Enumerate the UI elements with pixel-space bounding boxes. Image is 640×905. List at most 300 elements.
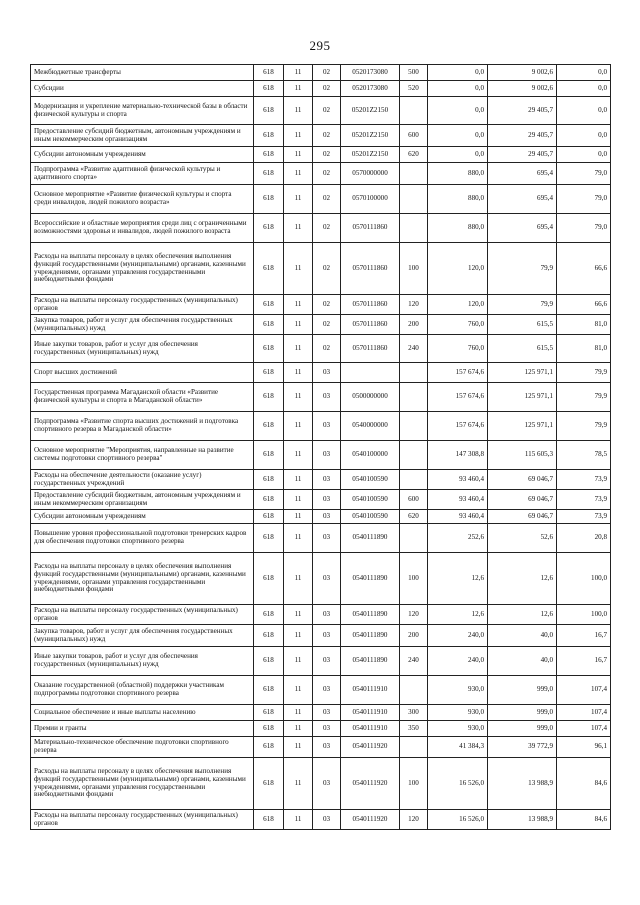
- table-row: [31, 605, 611, 625]
- target-article-cell: 0540111910: [341, 705, 400, 721]
- subsection-code-cell: 03: [313, 758, 341, 810]
- section-code-cell: 11: [284, 185, 313, 214]
- plan-amount-cell: 880,0: [428, 163, 488, 185]
- ved-code-cell: 618: [254, 553, 284, 605]
- percent-cell: 81,0: [557, 315, 611, 335]
- target-article-cell: 0520173080: [341, 65, 400, 81]
- percent-cell: 79,0: [557, 163, 611, 185]
- percent-cell: 84,6: [557, 758, 611, 810]
- ved-code-cell: 618: [254, 65, 284, 81]
- ved-code-cell: 618: [254, 214, 284, 243]
- plan-amount-cell: 760,0: [428, 315, 488, 335]
- table-row: [31, 647, 611, 676]
- percent-cell: 100,0: [557, 605, 611, 625]
- subsection-code-cell: 02: [313, 81, 341, 97]
- subsection-code-cell: 03: [313, 441, 341, 470]
- row-name-cell: Закупка товаров, работ и услуг для обеспечения государственных (муниципальных) нужд: [31, 315, 254, 335]
- ved-code-cell: 618: [254, 721, 284, 737]
- actual-amount-cell: 40,0: [488, 625, 557, 647]
- percent-cell: 16,7: [557, 647, 611, 676]
- row-name-cell: Основное мероприятие «Развитие физической культуры и спорта среди инвалидов, людей пожилого возраста»: [31, 185, 254, 214]
- actual-amount-cell: 999,0: [488, 676, 557, 705]
- expense-type-cell: 300: [400, 705, 428, 721]
- actual-amount-cell: 29 405,7: [488, 125, 557, 147]
- row-name-cell: Повышение уровня профессиональной подготовки тренерских кадров для обеспечения подготовки спортивного резерва: [31, 524, 254, 553]
- row-name-cell: Расходы на выплаты персоналу в целях обеспечения выполнения функций государственными (муниципальными) органами, казенными учреждениями, органами управления государственными внебюджетными фондами: [31, 553, 254, 605]
- ved-code-cell: 618: [254, 758, 284, 810]
- subsection-code-cell: 03: [313, 510, 341, 524]
- ved-code-cell: 618: [254, 147, 284, 163]
- table-row: [31, 363, 611, 383]
- percent-cell: 73,9: [557, 490, 611, 510]
- section-code-cell: 11: [284, 510, 313, 524]
- row-name-cell: Закупка товаров, работ и услуг для обеспечения государственных (муниципальных) нужд: [31, 625, 254, 647]
- expense-type-cell: [400, 185, 428, 214]
- table-row: [31, 758, 611, 810]
- section-code-cell: 11: [284, 412, 313, 441]
- row-name-cell: Социальное обеспечение и иные выплаты населению: [31, 705, 254, 721]
- expense-type-cell: [400, 97, 428, 125]
- subsection-code-cell: 02: [313, 295, 341, 315]
- actual-amount-cell: 695,4: [488, 163, 557, 185]
- ved-code-cell: 618: [254, 315, 284, 335]
- row-name-cell: Премии и гранты: [31, 721, 254, 737]
- subsection-code-cell: 03: [313, 524, 341, 553]
- expense-type-cell: 100: [400, 243, 428, 295]
- ved-code-cell: 618: [254, 441, 284, 470]
- row-name-cell: Расходы на выплаты персоналу в целях обеспечения выполнения функций государственными (муниципальными) органами, казенными учреждениями, органами управления государственными внебюджетными фондами: [31, 758, 254, 810]
- row-name-cell: Субсидии автономным учреждениям: [31, 510, 254, 524]
- plan-amount-cell: 41 384,3: [428, 737, 488, 758]
- expense-type-cell: 240: [400, 647, 428, 676]
- percent-cell: 100,0: [557, 553, 611, 605]
- target-article-cell: 0540111910: [341, 721, 400, 737]
- expense-type-cell: 600: [400, 125, 428, 147]
- row-name-cell: Субсидии: [31, 81, 254, 97]
- section-code-cell: 11: [284, 147, 313, 163]
- target-article-cell: 0540111890: [341, 553, 400, 605]
- actual-amount-cell: 69 046,7: [488, 470, 557, 490]
- subsection-code-cell: 02: [313, 125, 341, 147]
- subsection-code-cell: 02: [313, 185, 341, 214]
- section-code-cell: 11: [284, 470, 313, 490]
- expense-type-cell: 120: [400, 605, 428, 625]
- actual-amount-cell: 13 988,9: [488, 758, 557, 810]
- plan-amount-cell: 93 460,4: [428, 510, 488, 524]
- target-article-cell: 0540000000: [341, 412, 400, 441]
- table-row: [31, 470, 611, 490]
- ved-code-cell: 618: [254, 412, 284, 441]
- ved-code-cell: 618: [254, 125, 284, 147]
- target-article-cell: 0570100000: [341, 185, 400, 214]
- expense-type-cell: 350: [400, 721, 428, 737]
- percent-cell: 96,1: [557, 737, 611, 758]
- page-number: 295: [309, 38, 331, 53]
- percent-cell: 84,6: [557, 810, 611, 830]
- table-row: [31, 737, 611, 758]
- table-row: [31, 625, 611, 647]
- ved-code-cell: 618: [254, 810, 284, 830]
- target-article-cell: 0570000000: [341, 163, 400, 185]
- row-name-cell: Государственная программа Магаданской области «Развитие физической культуры и спорта в Магаданской области»: [31, 383, 254, 412]
- plan-amount-cell: 157 674,6: [428, 383, 488, 412]
- percent-cell: 79,0: [557, 214, 611, 243]
- target-article-cell: 0570111860: [341, 335, 400, 363]
- plan-amount-cell: 880,0: [428, 214, 488, 243]
- section-code-cell: 11: [284, 315, 313, 335]
- subsection-code-cell: 03: [313, 383, 341, 412]
- section-code-cell: 11: [284, 65, 313, 81]
- section-code-cell: 11: [284, 97, 313, 125]
- section-code-cell: 11: [284, 383, 313, 412]
- actual-amount-cell: 999,0: [488, 721, 557, 737]
- table-row: [31, 810, 611, 830]
- row-name-cell: Спорт высших достижений: [31, 363, 254, 383]
- plan-amount-cell: 0,0: [428, 65, 488, 81]
- section-code-cell: 11: [284, 553, 313, 605]
- target-article-cell: 0540100590: [341, 510, 400, 524]
- expense-type-cell: [400, 214, 428, 243]
- expense-type-cell: 520: [400, 81, 428, 97]
- actual-amount-cell: 12,6: [488, 605, 557, 625]
- plan-amount-cell: 16 526,0: [428, 758, 488, 810]
- actual-amount-cell: 9 002,6: [488, 81, 557, 97]
- row-name-cell: Основное мероприятие "Мероприятия, направленные на развитие системы подготовки спортивного резерва": [31, 441, 254, 470]
- table-row: [31, 705, 611, 721]
- table-row: [31, 553, 611, 605]
- budget-table: [30, 64, 611, 830]
- row-name-cell: Предоставление субсидий бюджетным, автономным учреждениям и иным некоммерческим организациям: [31, 125, 254, 147]
- section-code-cell: 11: [284, 524, 313, 553]
- target-article-cell: 05201Z2150: [341, 125, 400, 147]
- target-article-cell: 0540111920: [341, 758, 400, 810]
- subsection-code-cell: 03: [313, 647, 341, 676]
- expense-type-cell: 100: [400, 553, 428, 605]
- table-row: [31, 510, 611, 524]
- table-row: [31, 81, 611, 97]
- table-row: [31, 676, 611, 705]
- target-article-cell: 0540111920: [341, 737, 400, 758]
- row-name-cell: Иные закупки товаров, работ и услуг для обеспечения государственных (муниципальных) нужд: [31, 335, 254, 363]
- plan-amount-cell: 157 674,6: [428, 363, 488, 383]
- section-code-cell: 11: [284, 81, 313, 97]
- actual-amount-cell: 615,5: [488, 335, 557, 363]
- row-name-cell: Расходы на выплаты персоналу государственных (муниципальных) органов: [31, 295, 254, 315]
- target-article-cell: 0540111890: [341, 524, 400, 553]
- row-name-cell: Материально-техническое обеспечение подготовки спортивного резерва: [31, 737, 254, 758]
- actual-amount-cell: 615,5: [488, 315, 557, 335]
- plan-amount-cell: 760,0: [428, 335, 488, 363]
- actual-amount-cell: 125 971,1: [488, 383, 557, 412]
- percent-cell: 81,0: [557, 335, 611, 363]
- plan-amount-cell: 930,0: [428, 676, 488, 705]
- expense-type-cell: [400, 363, 428, 383]
- expense-type-cell: 620: [400, 147, 428, 163]
- section-code-cell: 11: [284, 737, 313, 758]
- ved-code-cell: 618: [254, 625, 284, 647]
- section-code-cell: 11: [284, 605, 313, 625]
- section-code-cell: 11: [284, 125, 313, 147]
- plan-amount-cell: 120,0: [428, 243, 488, 295]
- table-row: [31, 125, 611, 147]
- row-name-cell: Расходы на обеспечение деятельности (оказание услуг) государственных учреждений: [31, 470, 254, 490]
- table-row: [31, 65, 611, 81]
- subsection-code-cell: 02: [313, 163, 341, 185]
- ved-code-cell: 618: [254, 605, 284, 625]
- section-code-cell: 11: [284, 335, 313, 363]
- plan-amount-cell: 880,0: [428, 185, 488, 214]
- target-article-cell: 05201Z2150: [341, 147, 400, 163]
- table-row: [31, 721, 611, 737]
- percent-cell: 79,9: [557, 412, 611, 441]
- expense-type-cell: [400, 470, 428, 490]
- subsection-code-cell: 03: [313, 605, 341, 625]
- percent-cell: 79,0: [557, 185, 611, 214]
- percent-cell: 78,5: [557, 441, 611, 470]
- section-code-cell: 11: [284, 721, 313, 737]
- ved-code-cell: 618: [254, 295, 284, 315]
- subsection-code-cell: 03: [313, 737, 341, 758]
- row-name-cell: Расходы на выплаты персоналу в целях обеспечения выполнения функций государственными (муниципальными) органами, казенными учреждениями, органами управления государственными внебюджетными фондами: [31, 243, 254, 295]
- expense-type-cell: [400, 524, 428, 553]
- expense-type-cell: 120: [400, 810, 428, 830]
- expense-type-cell: 200: [400, 315, 428, 335]
- ved-code-cell: 618: [254, 676, 284, 705]
- actual-amount-cell: 29 405,7: [488, 97, 557, 125]
- ved-code-cell: 618: [254, 524, 284, 553]
- section-code-cell: 11: [284, 625, 313, 647]
- plan-amount-cell: 252,6: [428, 524, 488, 553]
- percent-cell: 0,0: [557, 81, 611, 97]
- percent-cell: 0,0: [557, 65, 611, 81]
- target-article-cell: [341, 363, 400, 383]
- table-row: [31, 147, 611, 163]
- plan-amount-cell: 93 460,4: [428, 470, 488, 490]
- table-row: [31, 412, 611, 441]
- table-row: [31, 243, 611, 295]
- expense-type-cell: [400, 737, 428, 758]
- ved-code-cell: 618: [254, 335, 284, 363]
- actual-amount-cell: 695,4: [488, 185, 557, 214]
- row-name-cell: Подпрограмма «Развитие адаптивной физической культуры и адаптивного спорта»: [31, 163, 254, 185]
- target-article-cell: 0540100590: [341, 490, 400, 510]
- table-row: [31, 163, 611, 185]
- row-name-cell: Иные закупки товаров, работ и услуг для обеспечения государственных (муниципальных) нужд: [31, 647, 254, 676]
- ved-code-cell: 618: [254, 363, 284, 383]
- section-code-cell: 11: [284, 810, 313, 830]
- row-name-cell: Предоставление субсидий бюджетным, автономным учреждениям и иным некоммерческим организациям: [31, 490, 254, 510]
- ved-code-cell: 618: [254, 383, 284, 412]
- row-name-cell: Подпрограмма «Развитие спорта высших достижений и подготовка спортивного резерва в Магаданской области»: [31, 412, 254, 441]
- table-row: [31, 214, 611, 243]
- row-name-cell: Расходы на выплаты персоналу государственных (муниципальных) органов: [31, 605, 254, 625]
- percent-cell: 16,7: [557, 625, 611, 647]
- plan-amount-cell: 0,0: [428, 81, 488, 97]
- section-code-cell: 11: [284, 758, 313, 810]
- section-code-cell: 11: [284, 214, 313, 243]
- section-code-cell: 11: [284, 295, 313, 315]
- subsection-code-cell: 02: [313, 243, 341, 295]
- subsection-code-cell: 02: [313, 315, 341, 335]
- table-row: [31, 524, 611, 553]
- table-row: [31, 441, 611, 470]
- section-code-cell: 11: [284, 676, 313, 705]
- percent-cell: 107,4: [557, 705, 611, 721]
- target-article-cell: 0520173080: [341, 81, 400, 97]
- actual-amount-cell: 40,0: [488, 647, 557, 676]
- percent-cell: 79,9: [557, 363, 611, 383]
- plan-amount-cell: 12,6: [428, 605, 488, 625]
- ved-code-cell: 618: [254, 185, 284, 214]
- actual-amount-cell: 125 971,1: [488, 412, 557, 441]
- table-row: [31, 185, 611, 214]
- plan-amount-cell: 240,0: [428, 647, 488, 676]
- subsection-code-cell: 02: [313, 147, 341, 163]
- target-article-cell: 05201Z2150: [341, 97, 400, 125]
- actual-amount-cell: 115 605,3: [488, 441, 557, 470]
- percent-cell: 107,4: [557, 676, 611, 705]
- actual-amount-cell: 39 772,9: [488, 737, 557, 758]
- percent-cell: 73,9: [557, 470, 611, 490]
- plan-amount-cell: 240,0: [428, 625, 488, 647]
- subsection-code-cell: 03: [313, 490, 341, 510]
- plan-amount-cell: 0,0: [428, 147, 488, 163]
- percent-cell: 73,9: [557, 510, 611, 524]
- expense-type-cell: 120: [400, 295, 428, 315]
- actual-amount-cell: 695,4: [488, 214, 557, 243]
- expense-type-cell: 500: [400, 65, 428, 81]
- ved-code-cell: 618: [254, 470, 284, 490]
- expense-type-cell: [400, 412, 428, 441]
- ved-code-cell: 618: [254, 81, 284, 97]
- table-row: [31, 315, 611, 335]
- table-row: [31, 295, 611, 315]
- target-article-cell: 0570111860: [341, 214, 400, 243]
- expense-type-cell: 620: [400, 510, 428, 524]
- percent-cell: 66,6: [557, 243, 611, 295]
- section-code-cell: 11: [284, 705, 313, 721]
- plan-amount-cell: 93 460,4: [428, 490, 488, 510]
- plan-amount-cell: 16 526,0: [428, 810, 488, 830]
- section-code-cell: 11: [284, 243, 313, 295]
- row-name-cell: Оказание государственной (областной) поддержки участникам подпрограммы подготовки спортивного резерва: [31, 676, 254, 705]
- subsection-code-cell: 03: [313, 625, 341, 647]
- expense-type-cell: [400, 383, 428, 412]
- plan-amount-cell: 147 308,8: [428, 441, 488, 470]
- plan-amount-cell: 157 674,6: [428, 412, 488, 441]
- actual-amount-cell: 79,9: [488, 243, 557, 295]
- percent-cell: 66,6: [557, 295, 611, 315]
- actual-amount-cell: 13 988,9: [488, 810, 557, 830]
- subsection-code-cell: 03: [313, 412, 341, 441]
- table-row: [31, 490, 611, 510]
- expense-type-cell: [400, 163, 428, 185]
- plan-amount-cell: 0,0: [428, 125, 488, 147]
- target-article-cell: 0570111860: [341, 315, 400, 335]
- target-article-cell: 0540100000: [341, 441, 400, 470]
- table-row: [31, 97, 611, 125]
- section-code-cell: 11: [284, 490, 313, 510]
- row-name-cell: Всероссийские и областные мероприятия среди лиц с ограниченными возможностями здоровья и инвалидов, людей пожилого возраста: [31, 214, 254, 243]
- section-code-cell: 11: [284, 363, 313, 383]
- expense-type-cell: 600: [400, 490, 428, 510]
- subsection-code-cell: 03: [313, 470, 341, 490]
- percent-cell: 0,0: [557, 97, 611, 125]
- subsection-code-cell: 02: [313, 214, 341, 243]
- target-article-cell: 0540111910: [341, 676, 400, 705]
- subsection-code-cell: 03: [313, 676, 341, 705]
- section-code-cell: 11: [284, 163, 313, 185]
- ved-code-cell: 618: [254, 243, 284, 295]
- target-article-cell: 0540111890: [341, 647, 400, 676]
- percent-cell: 79,9: [557, 383, 611, 412]
- expense-type-cell: 240: [400, 335, 428, 363]
- subsection-code-cell: 02: [313, 65, 341, 81]
- subsection-code-cell: 02: [313, 335, 341, 363]
- subsection-code-cell: 02: [313, 97, 341, 125]
- subsection-code-cell: 03: [313, 721, 341, 737]
- row-name-cell: Межбюджетные трансферты: [31, 65, 254, 81]
- plan-amount-cell: 0,0: [428, 97, 488, 125]
- subsection-code-cell: 03: [313, 553, 341, 605]
- expense-type-cell: 100: [400, 758, 428, 810]
- table-row: [31, 335, 611, 363]
- expense-type-cell: [400, 676, 428, 705]
- actual-amount-cell: 125 971,1: [488, 363, 557, 383]
- section-code-cell: 11: [284, 647, 313, 676]
- actual-amount-cell: 12,6: [488, 553, 557, 605]
- ved-code-cell: 618: [254, 705, 284, 721]
- subsection-code-cell: 03: [313, 810, 341, 830]
- ved-code-cell: 618: [254, 737, 284, 758]
- subsection-code-cell: 03: [313, 363, 341, 383]
- row-name-cell: Расходы на выплаты персоналу государственных (муниципальных) органов: [31, 810, 254, 830]
- row-name-cell: Субсидии автономным учреждениям: [31, 147, 254, 163]
- ved-code-cell: 618: [254, 490, 284, 510]
- plan-amount-cell: 930,0: [428, 705, 488, 721]
- percent-cell: 20,8: [557, 524, 611, 553]
- target-article-cell: 0500000000: [341, 383, 400, 412]
- section-code-cell: 11: [284, 441, 313, 470]
- target-article-cell: 0570111860: [341, 295, 400, 315]
- row-name-cell: Модернизация и укрепление материально-технической базы в области физической культуры и спорта: [31, 97, 254, 125]
- plan-amount-cell: 930,0: [428, 721, 488, 737]
- percent-cell: 0,0: [557, 147, 611, 163]
- actual-amount-cell: 29 405,7: [488, 147, 557, 163]
- ved-code-cell: 618: [254, 510, 284, 524]
- actual-amount-cell: 9 002,6: [488, 65, 557, 81]
- ved-code-cell: 618: [254, 163, 284, 185]
- table-row: [31, 383, 611, 412]
- expense-type-cell: 200: [400, 625, 428, 647]
- actual-amount-cell: 999,0: [488, 705, 557, 721]
- percent-cell: 0,0: [557, 125, 611, 147]
- actual-amount-cell: 69 046,7: [488, 510, 557, 524]
- subsection-code-cell: 03: [313, 705, 341, 721]
- ved-code-cell: 618: [254, 97, 284, 125]
- target-article-cell: 0540111890: [341, 625, 400, 647]
- actual-amount-cell: 52,6: [488, 524, 557, 553]
- plan-amount-cell: 12,6: [428, 553, 488, 605]
- plan-amount-cell: 120,0: [428, 295, 488, 315]
- percent-cell: 107,4: [557, 721, 611, 737]
- ved-code-cell: 618: [254, 647, 284, 676]
- actual-amount-cell: 69 046,7: [488, 490, 557, 510]
- target-article-cell: 0540111920: [341, 810, 400, 830]
- target-article-cell: 0570111860: [341, 243, 400, 295]
- target-article-cell: 0540111890: [341, 605, 400, 625]
- actual-amount-cell: 79,9: [488, 295, 557, 315]
